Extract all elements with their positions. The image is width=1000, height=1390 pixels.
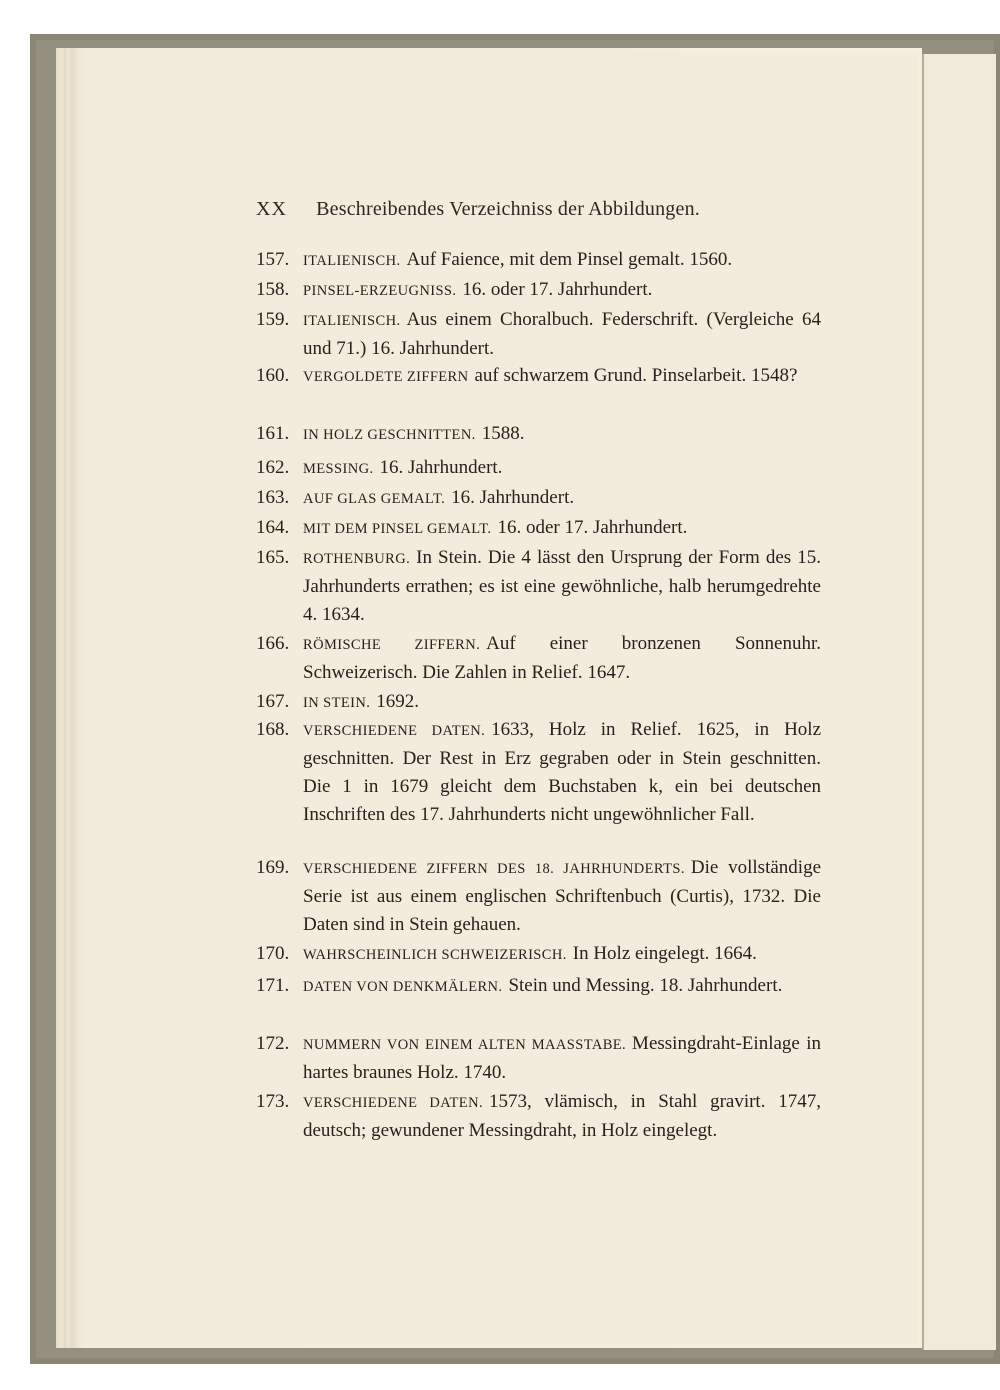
list-item (256, 544, 821, 629)
list-item (256, 630, 821, 687)
entry-heading: ITALIENISCH. (303, 313, 401, 329)
entry-text: 16. Jahrhundert. (379, 457, 503, 478)
entry-text: 1573, vlämisch, in Stahl gravirt. 1747, deutsch; gewundener Messingdraht, in Holz eingelegt. (303, 1091, 822, 1141)
entry-number: 158. (256, 279, 290, 300)
entry-text: 1588. (481, 423, 525, 444)
entry-text: Auf einer bronzenen Sonnenuhr. Schweizerisch. Die Zahlen in Relief. 1647. (303, 633, 821, 683)
running-title: Beschreibendes Verzeichniss der Abbildungen. (316, 198, 700, 220)
list-item (256, 246, 821, 275)
entry-number: 163. (256, 487, 290, 508)
list-item (256, 1030, 821, 1087)
entry-number: 167. (256, 691, 290, 712)
list-item (256, 688, 821, 717)
entry-heading: ROTHENBURG. (303, 551, 411, 567)
entry-heading: RÖMISCHE ZIFFERN. (303, 637, 481, 653)
entry-text: In Holz eingelegt. 1664. (572, 943, 757, 964)
entry-number: 169. (256, 857, 290, 878)
entry-number: 161. (256, 423, 290, 444)
running-header (256, 198, 756, 224)
entry-heading: NUMMERN VON EINEM ALTEN MAASSTABE. (303, 1037, 627, 1053)
list-item (256, 276, 821, 305)
entry-number: 160. (256, 365, 290, 386)
page-folio: XX (256, 198, 287, 220)
entry-number: 170. (256, 943, 290, 964)
entry-number: 168. (256, 719, 290, 740)
entry-number: 166. (256, 633, 290, 654)
entry-text: Aus einem Choralbuch. Federschrift. (Vergleiche 64 und 71.) 16. Jahrhundert. (303, 309, 821, 359)
entry-text: 16. oder 17. Jahrhundert. (497, 517, 688, 538)
entry-number: 157. (256, 249, 290, 270)
entry-number: 162. (256, 457, 290, 478)
entry-heading: AUF GLAS GEMALT. (303, 491, 446, 507)
entry-heading: VERGOLDETE ZIFFERN (303, 369, 469, 385)
entry-text: Auf Faience, mit dem Pinsel gemalt. 1560. (406, 249, 733, 270)
list-item (256, 972, 821, 1001)
entry-text: 16. oder 17. Jahrhundert. (462, 279, 653, 300)
entry-text: auf schwarzem Grund. Pinselarbeit. 1548? (474, 365, 798, 386)
entry-heading: PINSEL-ERZEUGNISS. (303, 283, 457, 299)
entry-heading: VERSCHIEDENE DATEN. (303, 723, 486, 739)
list-item (256, 854, 821, 939)
entry-number: 164. (256, 517, 290, 538)
entry-text: Die vollständige Serie ist aus einem englischen Schriftenbuch (Curtis), 1732. Die Daten sind in Stein gehauen. (303, 857, 821, 935)
entry-text: In Stein. Die 4 lässt den Ursprung der Form des 15. Jahrhunderts errathen; es ist eine gewöhnliche, halb herumgedrehte 4. 1634. (303, 547, 821, 625)
entry-heading: VERSCHIEDENE ZIFFERN DES 18. JAHRHUNDERTS. (303, 861, 685, 877)
entry-heading: DATEN VON DENKMÄLERN. (303, 979, 503, 995)
entry-text: Messingdraht-Einlage in hartes braunes Holz. 1740. (303, 1033, 821, 1083)
entry-heading: VERSCHIEDENE DATEN. (303, 1095, 483, 1111)
entry-heading: MIT DEM PINSEL GEMALT. (303, 521, 492, 537)
entry-number: 165. (256, 547, 290, 568)
list-item (256, 454, 821, 483)
entry-text: 1692. (376, 691, 419, 712)
list-item (256, 306, 821, 363)
entry-heading: IN STEIN. (303, 695, 371, 711)
entry-text: Stein und Messing. 18. Jahrhundert. (508, 975, 783, 996)
entry-text: 16. Jahrhundert. (451, 487, 575, 508)
list-item (256, 420, 821, 449)
entry-heading: IN HOLZ GESCHNITTEN. (303, 427, 476, 443)
entry-number: 171. (256, 975, 290, 996)
facing-page (922, 54, 996, 1350)
list-item (256, 940, 821, 969)
entry-heading: ITALIENISCH. (303, 253, 401, 269)
list-item (256, 514, 821, 543)
list-item (256, 484, 821, 513)
list-item (256, 716, 821, 829)
list-item (256, 362, 821, 391)
list-item (256, 1088, 821, 1145)
entry-number: 172. (256, 1033, 290, 1054)
entry-heading: WAHRSCHEINLICH SCHWEIZERISCH. (303, 947, 567, 963)
entry-number: 159. (256, 309, 290, 330)
entry-text: 1633, Holz in Relief. 1625, in Holz geschnitten. Der Rest in Erz gegraben oder in Stein geschnitten. Die 1 in 1679 gleicht dem Buchstaben k, ein bei deutschen Inschriften des 17. Jahrhunderts nicht ungewöhnlicher Fall. (303, 719, 821, 825)
entry-number: 173. (256, 1091, 290, 1112)
entry-heading: MESSING. (303, 461, 374, 477)
